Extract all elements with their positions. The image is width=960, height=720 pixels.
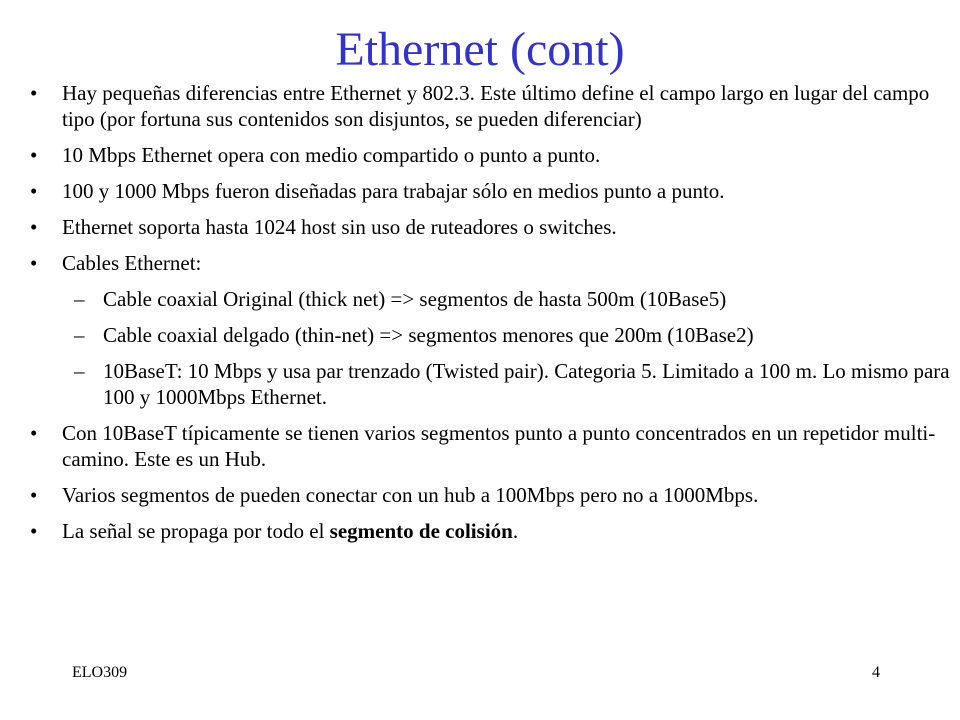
footer-page-number: 4 [872, 664, 880, 681]
bullet-text: Cables Ethernet: [62, 251, 202, 275]
bullet-mark: • [30, 421, 38, 445]
bullet-mark: • [30, 251, 38, 275]
sub-bullet-text: Cable coaxial Original (thick net) => segmentos de hasta 500m (10Base5) [103, 287, 727, 311]
bullet-mark: • [30, 483, 38, 507]
bullet-item [30, 518, 955, 544]
bullet-mark: • [30, 143, 38, 167]
sub-bullet-text: 10BaseT: 10 Mbps y usa par trenzado (Twisted pair). Categoria 5. Limitado a 100 m. Lo mismo para 100 y 1000Mbps Ethernet. [103, 359, 950, 409]
bullet-mark: • [30, 519, 38, 543]
slide-title: Ethernet (cont) [335, 23, 625, 76]
bullet-item [30, 142, 955, 168]
sub-bullet-mark: – [74, 287, 85, 311]
sub-bullet-item [30, 358, 955, 410]
bullet-text: 100 y 1000 Mbps fueron diseñadas para trabajar sólo en medios punto a punto. [62, 179, 725, 203]
bullet-text [62, 519, 518, 543]
bullet-mark: • [30, 215, 38, 239]
bullet-item [30, 80, 955, 132]
bullet-item [30, 250, 955, 276]
bullet-item [30, 178, 955, 204]
bullet-list [30, 80, 955, 544]
bullet-text: Hay pequeñas diferencias entre Ethernet y 802.3. Este último define el campo largo en lugar del campo tipo (por fortuna sus contenidos son disjuntos, se pueden diferenciar) [62, 81, 930, 131]
bullet-item [30, 420, 955, 472]
footer-course: ELO309 [72, 664, 128, 681]
bullet-text-after: . [512, 519, 519, 543]
sub-bullet-item [30, 322, 955, 348]
bullet-item [30, 482, 955, 508]
bullet-mark: • [30, 81, 38, 105]
bullet-text: Varios segmentos de pueden conectar con un hub a 100Mbps pero no a 1000Mbps. [62, 483, 759, 507]
bullet-text-before: La señal se propaga por todo el [62, 519, 330, 543]
sub-bullet-item [30, 286, 955, 312]
sub-bullet-mark: – [74, 323, 85, 347]
bold-term: segmento de colisión [329, 519, 513, 543]
bullet-text: Ethernet soporta hasta 1024 host sin uso de ruteadores o switches. [62, 215, 617, 239]
bullet-item [30, 214, 955, 240]
sub-bullet-mark: – [74, 359, 85, 383]
bullet-text: Con 10BaseT típicamente se tienen varios segmentos punto a punto concentrados en un repetidor multi-camino. Este es un Hub. [62, 421, 936, 471]
bullet-mark: • [30, 179, 38, 203]
sub-bullet-text: Cable coaxial delgado (thin-net) => segmentos menores que 200m (10Base2) [103, 323, 754, 347]
bullet-text: 10 Mbps Ethernet opera con medio compartido o punto a punto. [62, 143, 601, 167]
